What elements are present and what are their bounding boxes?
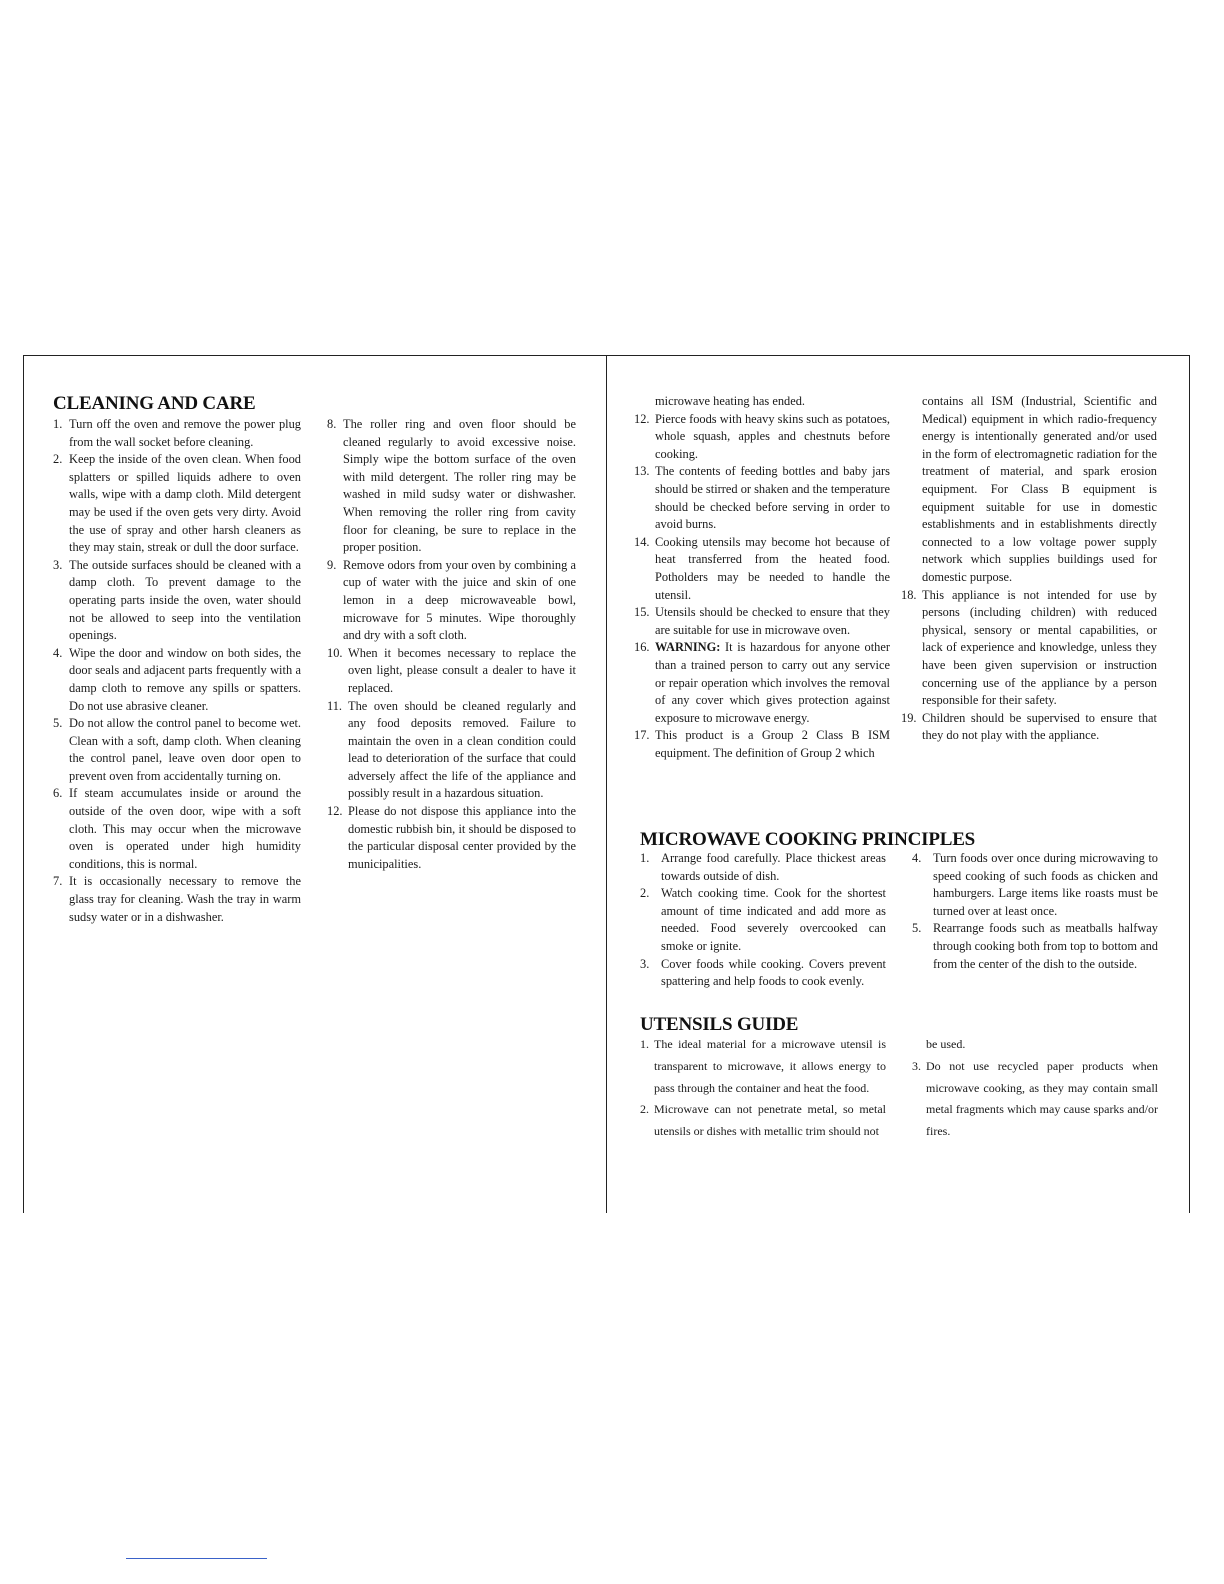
item-number: 4. <box>912 851 922 865</box>
item-text: Do not use recycled paper products when microwave cooking, as they may contain small metal fragments which may cause sparks and/or fires. <box>926 1058 1158 1139</box>
item-number: 19. <box>901 710 917 725</box>
item-text: microwave heating has ended. <box>655 394 806 408</box>
list-item <box>912 850 1158 920</box>
list-item <box>327 645 576 698</box>
safety-column-2 <box>901 393 1157 745</box>
item-number: 10. <box>327 645 343 660</box>
item-text: Children should be supervised to ensure that they do not play with the appliance. <box>922 710 1157 743</box>
list-item <box>912 920 1158 973</box>
item-text: Keep the inside of the oven clean. When food splatters or spilled liquids adhere to oven walls, wipe with a damp cloth. Mild detergent may be used if the oven gets very dirty. Avoid the use of spray and other harsh cleaners as they may stain, streak or dull the door surface. <box>69 452 301 555</box>
item-number: 15. <box>634 605 650 620</box>
utensils-column-1 <box>640 1034 886 1143</box>
item-text: Watch cooking time. Cook for the shortest amount of time indicated and add more as needed. Food severely overcooked can smoke or ignite. <box>661 886 886 953</box>
warning-label: WARNING: <box>655 640 721 655</box>
item-text: The roller ring and oven floor should be cleaned regularly to avoid excessive noise. Simply wipe the bottom surface of the oven with mild detergent. The roller ring may be washed in mild sudsy water or dishwasher. When removing the roller ring from cavity floor for cleaning, be sure to replace in the proper position. <box>343 417 576 555</box>
item-number: 12. <box>327 804 343 819</box>
item-number: 3. <box>53 557 63 572</box>
list-item <box>634 639 890 727</box>
list-item <box>327 698 576 804</box>
list-item <box>640 956 886 991</box>
item-text: This product is a Group 2 Class B ISM equipment. The definition of Group 2 which <box>655 728 890 760</box>
item-text: Turn foods over once during microwaving to speed cooking of such foods as chicken and hamburgers. Large items like roasts must be turned over at least once. <box>933 851 1158 918</box>
list-item <box>53 873 301 926</box>
item-text: If steam accumulates inside or around the outside of the oven door, wipe with a soft cloth. This may occur when the microwave oven is operated under high humidity conditions, this is normal. <box>69 786 301 871</box>
item-number: 5. <box>912 921 922 936</box>
list-item <box>53 715 301 785</box>
footer-rule <box>126 1558 267 1559</box>
item-number: 17. <box>634 728 650 743</box>
item-number: 1. <box>640 1037 649 1051</box>
item-number: 9. <box>327 557 337 572</box>
item-text: Rearrange foods such as meatballs halfway through cooking both from top to bottom and from the center of the dish to the outside. <box>933 921 1158 971</box>
item-number: 2. <box>640 886 650 901</box>
list-item <box>327 557 576 645</box>
list-item <box>53 451 301 557</box>
item-text: This appliance is not intended for use by persons (including children) with reduced physical, sensory or mental capabilities, or lack of experience and knowledge, unless they have been given supervision or instruction concerning use of the appliance by a person responsible for their safety. <box>922 587 1157 708</box>
item-text: contains all ISM (Industrial, Scientific and Medical) equipment in which radio-frequency energy is intentionally generated and/or used in the form of electromagnetic radiation for the treatment of material, and spark erosion equipment. For Class B equipment is equipment suitable for use in domestic establishments and in establishments directly connected to a low voltage power supply network which supplies buildings used for domestic purpose. <box>922 394 1157 584</box>
item-text: Microwave can not penetrate metal, so metal utensils or dishes with metallic trim should not <box>654 1102 886 1139</box>
list-item <box>640 1034 886 1099</box>
list-item <box>634 411 890 464</box>
list-item-continued <box>901 393 1157 587</box>
principles-column-1 <box>640 850 886 991</box>
item-number: 18. <box>901 587 917 602</box>
list-item <box>901 710 1157 745</box>
cleaning-column-2 <box>327 416 576 873</box>
item-number: 7. <box>53 874 63 889</box>
item-text: Remove odors from your oven by combining a cup of water with the juice and skin of one lemon in a deep microwaveable bowl, microwave for 5 minutes. Wipe thoroughly and dry with a soft cloth. <box>343 557 576 643</box>
item-text: The oven should be cleaned regularly and any food deposits removed. Failure to maintain the oven in a clean condition could lead to deterioration of the surface that could adversely affect the life of the appliance and possibly result in a hazardous situation. <box>348 698 576 801</box>
utensils-column-2 <box>912 1034 1158 1143</box>
item-number: 13. <box>634 464 650 479</box>
list-item <box>327 803 576 873</box>
item-number: 5. <box>53 716 63 731</box>
list-item <box>640 1099 886 1143</box>
list-item <box>901 587 1157 710</box>
list-item <box>640 850 886 885</box>
list-item <box>53 645 301 715</box>
cleaning-title: CLEANING AND CARE <box>53 393 256 414</box>
item-text: The contents of feeding bottles and baby jars should be stirred or shaken and the temperature should be checked before serving in order to avoid burns. <box>655 464 890 532</box>
list-item-continued <box>634 393 890 411</box>
item-number: 3. <box>912 1058 921 1073</box>
list-item <box>634 534 890 604</box>
item-text: Wipe the door and window on both sides, the door seals and adjacent parts frequently with a damp cloth to remove any spills or spatters. Do not use abrasive cleaner. <box>69 645 301 713</box>
item-text: Do not allow the control panel to become wet. Clean with a soft, damp cloth. When cleaning the control panel, leave oven door open to prevent oven from accidentally turning on. <box>69 716 301 783</box>
list-item <box>634 604 890 639</box>
item-text: It is occasionally necessary to remove the glass tray for cleaning. Wash the tray in warm sudsy water or in a dishwasher. <box>69 874 301 924</box>
item-text: When it becomes necessary to replace the oven light, please consult a dealer to have it replaced. <box>348 645 576 695</box>
item-number: 6. <box>53 786 63 801</box>
item-number: 1. <box>53 417 63 431</box>
item-text: Utensils should be checked to ensure that they are suitable for use in microwave oven. <box>655 605 890 637</box>
cleaning-column-1 <box>53 416 301 926</box>
item-number: 8. <box>327 417 337 431</box>
item-number: 14. <box>634 534 650 549</box>
list-item-continued <box>912 1034 1158 1056</box>
item-number: 12. <box>634 411 650 426</box>
list-item <box>634 727 890 762</box>
list-item <box>640 885 886 955</box>
item-number: 3. <box>640 956 650 971</box>
list-item <box>634 463 890 533</box>
item-number: 2. <box>640 1102 649 1117</box>
item-number: 2. <box>53 452 63 467</box>
item-number: 4. <box>53 645 63 660</box>
item-text: The ideal material for a microwave utensil is transparent to microwave, it allows energy to pass through the container and heat the food. <box>654 1037 886 1095</box>
item-text: Arrange food carefully. Place thickest areas towards outside of dish. <box>661 851 886 883</box>
item-number: 16. <box>634 640 650 655</box>
list-item <box>53 785 301 873</box>
item-number: 11. <box>327 698 343 713</box>
item-text: The outside surfaces should be cleaned with a damp cloth. To prevent damage to the operating parts inside the oven, water should not be allowed to seep into the ventilation openings. <box>69 557 301 643</box>
item-text: Cover foods while cooking. Covers prevent spattering and help foods to cook evenly. <box>661 956 886 989</box>
safety-column-1 <box>634 393 890 762</box>
utensils-title: UTENSILS GUIDE <box>640 1014 799 1035</box>
item-text: It is hazardous for anyone other than a trained person to carry out any service or repair operation which involves the removal of any cover which gives protection against exposure to microwave energy. <box>655 640 890 725</box>
item-text: Cooking utensils may become hot because of heat transferred from the heated food. Potholders may be needed to handle the utensil. <box>655 534 890 602</box>
list-item <box>53 416 301 451</box>
list-item <box>53 557 301 645</box>
item-text: Please do not dispose this appliance into the domestic rubbish bin, it should be disposed to the particular disposal center provided by the municipalities. <box>348 804 576 871</box>
item-number: 1. <box>640 851 650 865</box>
list-item <box>912 1056 1158 1143</box>
item-text: Pierce foods with heavy skins such as potatoes, whole squash, apples and chestnuts before cooking. <box>655 411 890 461</box>
item-text: Turn off the oven and remove the power plug from the wall socket before cleaning. <box>69 417 301 449</box>
list-item <box>327 416 576 557</box>
principles-column-2 <box>912 850 1158 973</box>
item-text: be used. <box>926 1037 966 1051</box>
principles-title: MICROWAVE COOKING PRINCIPLES <box>640 829 976 850</box>
